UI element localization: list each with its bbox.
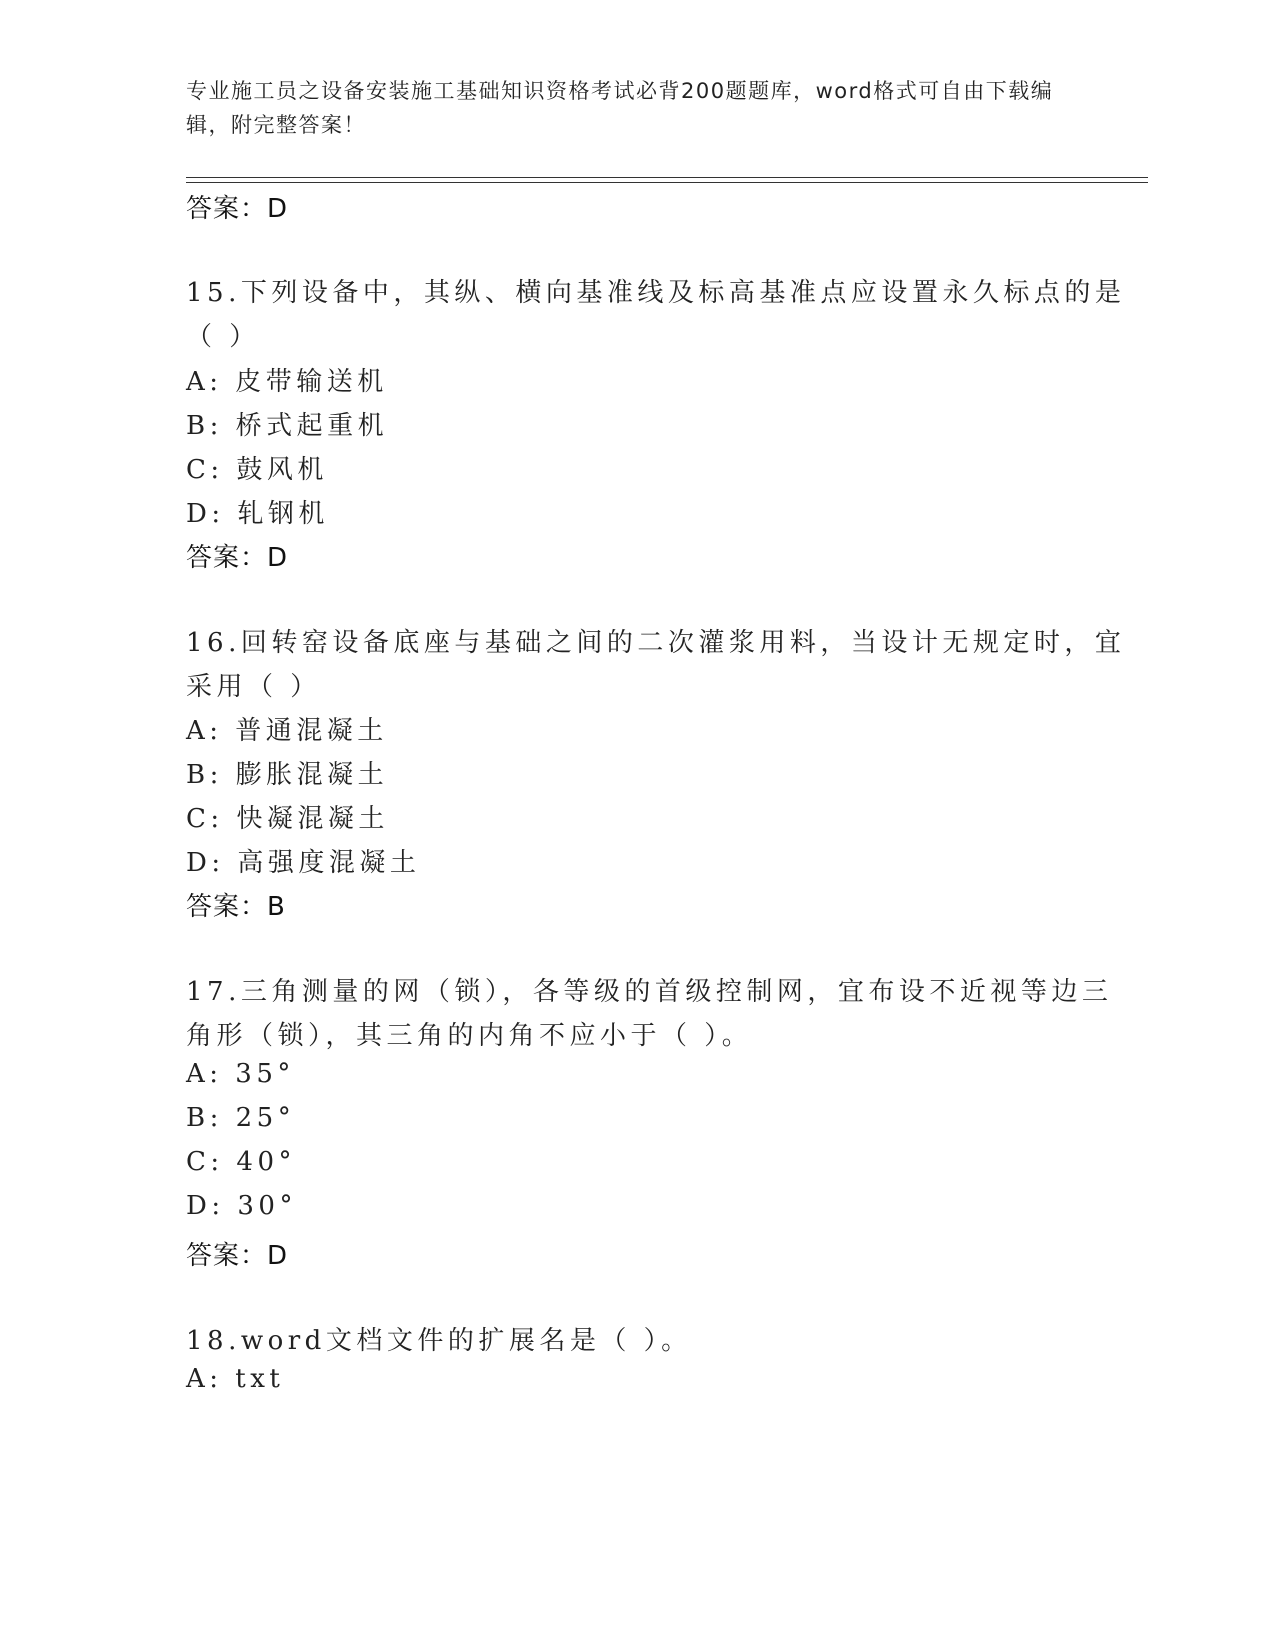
question-17-answer: 答案：D (186, 1241, 289, 1271)
question-17-option-d: D: 30° (186, 1191, 297, 1221)
question-16-option-a: A: 普通混凝土 (186, 716, 388, 746)
question-16-stem: 16.回转窑设备底座与基础之间的二次灌浆用料，当设计无规定时，宜 (186, 628, 1126, 658)
question-16-answer: 答案：B (186, 892, 286, 922)
document-header-note: 专业施工员之设备安装施工基础知识资格考试必背200题题库，word格式可自由下载编辑，附完整答案！ (186, 79, 1054, 137)
question-17-stem: 17.三角测量的网（锁），各等级的首级控制网，宜布设不近视等边三 (186, 977, 1113, 1007)
question-18-stem: 18.word文档文件的扩展名是（ ）。 (186, 1326, 692, 1356)
header-divider-bottom (186, 182, 1148, 183)
question-18-option-a: A: txt (186, 1364, 285, 1394)
question-15-stem-cont: （ ） (186, 322, 260, 352)
question-17-option-a: A: 35° (186, 1059, 295, 1089)
answer-line: 答案：D (186, 194, 289, 224)
question-16-option-d: D: 高强度混凝土 (186, 848, 421, 878)
question-17-option-c: C: 40° (186, 1147, 297, 1177)
question-16-stem-cont: 采用（ ） (186, 672, 321, 702)
question-15-stem: 15.下列设备中，其纵、横向基准线及标高基准点应设置永久标点的是 (186, 278, 1126, 308)
question-17-option-b: B: 25° (186, 1103, 296, 1133)
question-15-option-a: A: 皮带输送机 (186, 367, 388, 397)
question-16-option-c: C: 快凝混凝土 (186, 804, 389, 834)
header-divider-top (186, 177, 1148, 178)
question-15-option-b: B: 桥式起重机 (186, 411, 389, 441)
question-15-option-d: D: 轧钢机 (186, 499, 329, 529)
question-15-option-c: C: 鼓风机 (186, 455, 328, 485)
question-15-answer: 答案：D (186, 543, 289, 573)
question-17-stem-cont: 角形（锁），其三角的内角不应小于（ ）。 (186, 1021, 753, 1051)
question-16-option-b: B: 膨胀混凝土 (186, 760, 389, 790)
